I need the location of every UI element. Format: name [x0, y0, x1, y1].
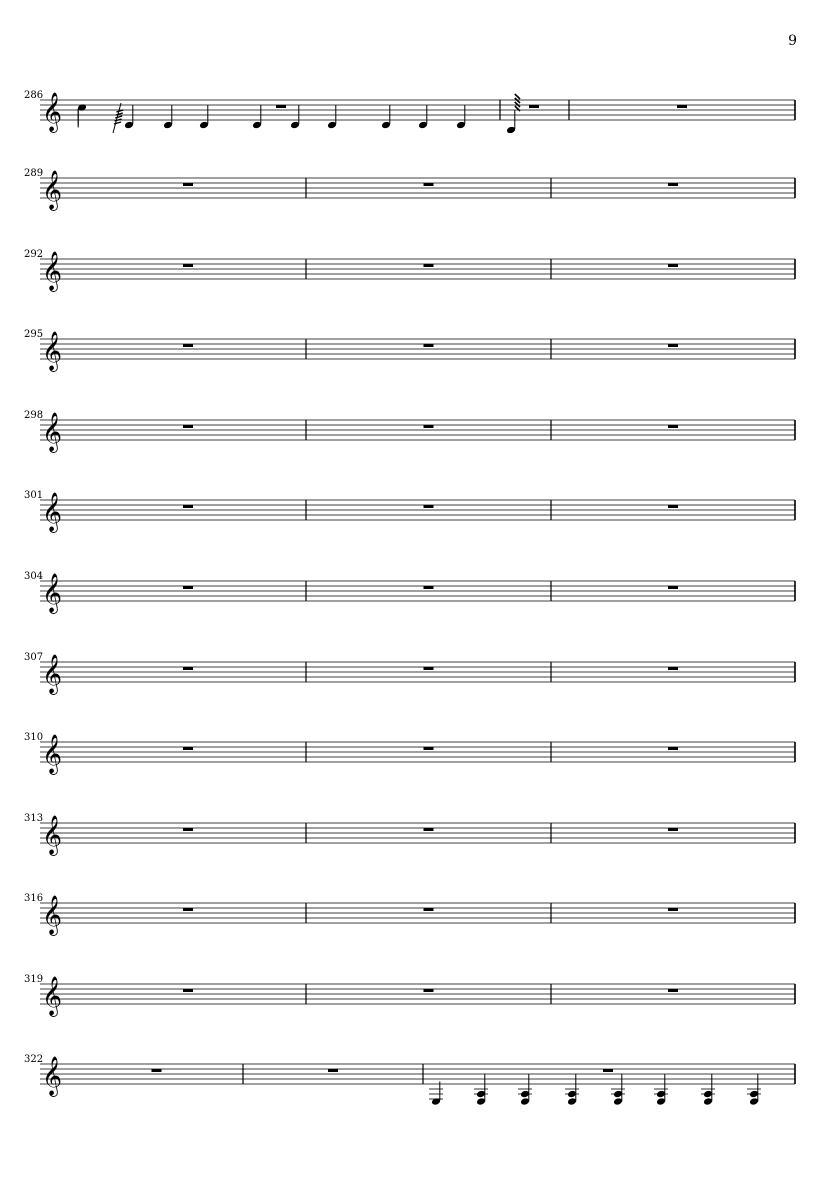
treble-clef-icon	[42, 251, 62, 292]
whole-rest	[424, 828, 434, 831]
page-number: 9	[788, 33, 797, 49]
measure-number: 292	[24, 249, 44, 260]
treble-clef-icon	[42, 92, 62, 133]
note-g4	[290, 105, 300, 129]
svg-text:𝄞: 𝄞	[42, 412, 63, 452]
staff	[0, 329, 835, 409]
treble-clef-icon	[42, 573, 62, 614]
treble-clef-icon	[42, 170, 62, 211]
svg-text:𝄞: 𝄞	[42, 170, 63, 210]
whole-rest	[424, 989, 434, 992]
tremolo-beam	[115, 119, 122, 121]
whole-rest	[424, 747, 434, 750]
measure-number: 298	[24, 410, 44, 421]
whole-rest	[183, 908, 193, 911]
whole-rest	[424, 183, 434, 186]
staff	[0, 813, 835, 893]
whole-rest	[183, 747, 193, 750]
whole-rest	[183, 344, 193, 347]
whole-rest	[668, 264, 678, 267]
treble-clef-icon	[42, 492, 62, 533]
treble-clef-icon	[42, 1056, 62, 1097]
whole-rest	[183, 183, 193, 186]
whole-rest	[424, 344, 434, 347]
staff-system	[0, 652, 835, 732]
staff	[0, 732, 835, 812]
note-g4	[327, 105, 337, 129]
note-g4	[199, 105, 209, 129]
svg-text:𝄞: 𝄞	[42, 1056, 63, 1096]
whole-rest	[424, 908, 434, 911]
staff-system	[0, 974, 835, 1054]
staff-system	[0, 732, 835, 812]
whole-rest	[668, 908, 678, 911]
whole-rest	[183, 505, 193, 508]
staff	[0, 410, 835, 490]
staff	[0, 893, 835, 973]
staff	[0, 974, 835, 1054]
treble-clef-icon	[42, 412, 62, 453]
measure-number: 304	[24, 571, 44, 582]
note-g4	[252, 105, 262, 129]
whole-rest	[183, 828, 193, 831]
staff-system	[0, 813, 835, 893]
svg-text:𝄞: 𝄞	[42, 573, 63, 613]
staff-system	[0, 410, 835, 490]
measure-number: 301	[24, 490, 44, 501]
treble-clef-icon	[42, 815, 62, 856]
whole-rest	[668, 183, 678, 186]
staff	[0, 1054, 835, 1134]
whole-rest	[668, 505, 678, 508]
whole-rest	[424, 425, 434, 428]
treble-clef-icon	[42, 895, 62, 936]
measure-number: 289	[24, 168, 44, 179]
note-e4	[506, 110, 516, 134]
svg-text:𝄞: 𝄞	[42, 654, 63, 694]
staff	[0, 249, 835, 329]
staff	[0, 168, 835, 248]
measure-number: 313	[24, 813, 44, 824]
whole-rest	[276, 105, 286, 108]
svg-text:𝄞: 𝄞	[42, 92, 63, 132]
whole-rest	[183, 586, 193, 589]
whole-rest	[668, 989, 678, 992]
treble-clef-icon	[42, 734, 62, 775]
measure-number: 307	[24, 652, 44, 663]
whole-rest	[424, 667, 434, 670]
whole-rest	[668, 828, 678, 831]
note-g4	[418, 105, 428, 129]
treble-clef-icon	[42, 976, 62, 1017]
staff-system	[0, 329, 835, 409]
svg-text:𝄞: 𝄞	[42, 251, 63, 291]
staff	[0, 90, 835, 170]
tremolo-beam	[115, 116, 122, 118]
treble-clef-icon	[42, 654, 62, 695]
whole-rest	[668, 667, 678, 670]
svg-text:𝄞: 𝄞	[42, 976, 63, 1016]
note-g4	[381, 105, 391, 129]
whole-rest	[152, 1069, 162, 1072]
svg-text:𝄞: 𝄞	[42, 895, 63, 935]
staff-system	[0, 1054, 835, 1134]
whole-rest	[424, 264, 434, 267]
measure-number: 316	[24, 893, 44, 904]
note-g4	[124, 105, 134, 129]
whole-rest	[668, 344, 678, 347]
staff-system	[0, 249, 835, 329]
measure-number: 295	[24, 329, 44, 340]
whole-rest	[603, 1069, 613, 1072]
staff	[0, 490, 835, 570]
whole-rest	[183, 425, 193, 428]
measure-number: 319	[24, 974, 44, 985]
tremolo-beam	[114, 122, 121, 124]
measure-number: 310	[24, 732, 44, 743]
measure-number: 322	[24, 1054, 44, 1065]
whole-rest	[328, 1069, 338, 1072]
staff-system	[0, 571, 835, 651]
whole-rest	[183, 264, 193, 267]
whole-rest	[668, 425, 678, 428]
staff-system	[0, 90, 835, 170]
staff-system	[0, 168, 835, 248]
staff-system	[0, 490, 835, 570]
treble-clef-icon	[42, 331, 62, 372]
whole-rest	[668, 586, 678, 589]
whole-rest	[529, 105, 539, 108]
staff	[0, 571, 835, 651]
whole-rest	[677, 105, 687, 108]
svg-text:𝄞: 𝄞	[42, 815, 63, 855]
measure-number: 286	[24, 90, 44, 101]
note-g4	[456, 105, 466, 129]
svg-text:𝄞: 𝄞	[42, 734, 63, 774]
staff-system	[0, 893, 835, 973]
svg-text:𝄞: 𝄞	[42, 331, 63, 371]
svg-text:𝄞: 𝄞	[42, 492, 63, 532]
whole-rest	[183, 989, 193, 992]
whole-rest	[424, 586, 434, 589]
whole-rest	[424, 505, 434, 508]
note-g4	[163, 105, 173, 129]
whole-rest	[183, 667, 193, 670]
whole-rest	[668, 747, 678, 750]
staff	[0, 652, 835, 732]
